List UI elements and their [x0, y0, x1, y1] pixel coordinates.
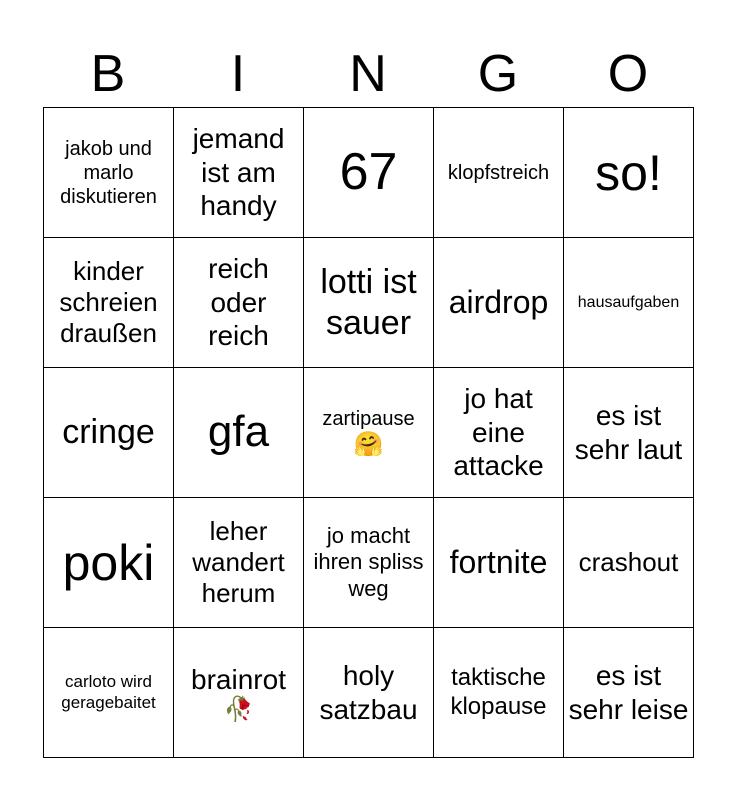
bingo-cell[interactable] — [174, 368, 304, 498]
cell-text: taktische klopause — [450, 663, 547, 720]
cell-text: es ist sehr leise — [568, 659, 689, 725]
header-letter-o: O — [607, 45, 649, 103]
cell-text: poki — [62, 534, 155, 591]
bingo-cell[interactable] — [174, 238, 304, 368]
cell-text: klopfstreich — [447, 161, 550, 184]
bingo-cell[interactable] — [304, 498, 434, 628]
cell-text: brainrot — [191, 663, 286, 695]
cell-text: jo macht ihren spliss weg — [313, 522, 424, 601]
bingo-cell[interactable] — [434, 238, 564, 368]
cell-text: es ist sehr laut — [574, 399, 683, 465]
cell-text: fortnite — [449, 544, 548, 581]
cell-text: kinder schreien draußen — [59, 255, 158, 349]
cell-text: crashout — [578, 546, 679, 577]
cell-text: so! — [595, 144, 662, 201]
bingo-cell[interactable] — [564, 108, 694, 238]
bingo-cell[interactable] — [304, 238, 434, 368]
cell-text: lotti ist sauer — [320, 262, 417, 342]
header-letter-i: I — [230, 45, 246, 103]
cell-text: hausaufgaben — [577, 293, 680, 311]
bingo-cell[interactable] — [564, 238, 694, 368]
bingo-cell[interactable] — [304, 368, 434, 498]
cell-text: jakob und marlo diskutieren — [60, 137, 157, 208]
cell-text: jemand ist am handy — [192, 123, 285, 222]
cell-text: jo hat eine attacke — [453, 383, 544, 482]
bingo-cell[interactable] — [564, 628, 694, 758]
bingo-cell[interactable] — [44, 368, 174, 498]
bingo-cell[interactable] — [44, 108, 174, 238]
bingo-board — [43, 107, 694, 758]
bingo-cell[interactable] — [434, 628, 564, 758]
bingo-cell[interactable] — [304, 108, 434, 238]
cell-text: cringe — [62, 413, 155, 452]
bingo-cell[interactable] — [434, 368, 564, 498]
bingo-cell[interactable] — [564, 368, 694, 498]
bingo-cell[interactable] — [44, 498, 174, 628]
bingo-header — [43, 40, 693, 108]
wilted-rose-icon: 🥀 — [223, 695, 254, 724]
cell-text: holy satzbau — [319, 659, 418, 725]
bingo-cell[interactable] — [434, 498, 564, 628]
header-letter-n: N — [349, 45, 387, 103]
cell-text: airdrop — [448, 284, 549, 321]
cell-text: leher wandert herum — [192, 515, 285, 609]
bingo-cell[interactable] — [304, 628, 434, 758]
cell-text: reich oder reich — [208, 253, 269, 352]
bingo-cell[interactable] — [174, 108, 304, 238]
hugging-face-icon: 🤗 — [353, 430, 384, 459]
bingo-cell[interactable] — [44, 238, 174, 368]
cell-text: carloto wird geragebaitet — [61, 672, 156, 712]
header-letter-b: B — [90, 45, 126, 103]
bingo-cell[interactable] — [44, 628, 174, 758]
cell-text: 67 — [339, 143, 398, 202]
bingo-cell[interactable] — [174, 628, 304, 758]
bingo-cell[interactable] — [434, 108, 564, 238]
header-letter-g: G — [477, 45, 519, 103]
bingo-cell[interactable] — [564, 498, 694, 628]
cell-text: gfa — [207, 407, 270, 457]
bingo-cell[interactable] — [174, 498, 304, 628]
cell-text: zartipause — [322, 408, 415, 431]
